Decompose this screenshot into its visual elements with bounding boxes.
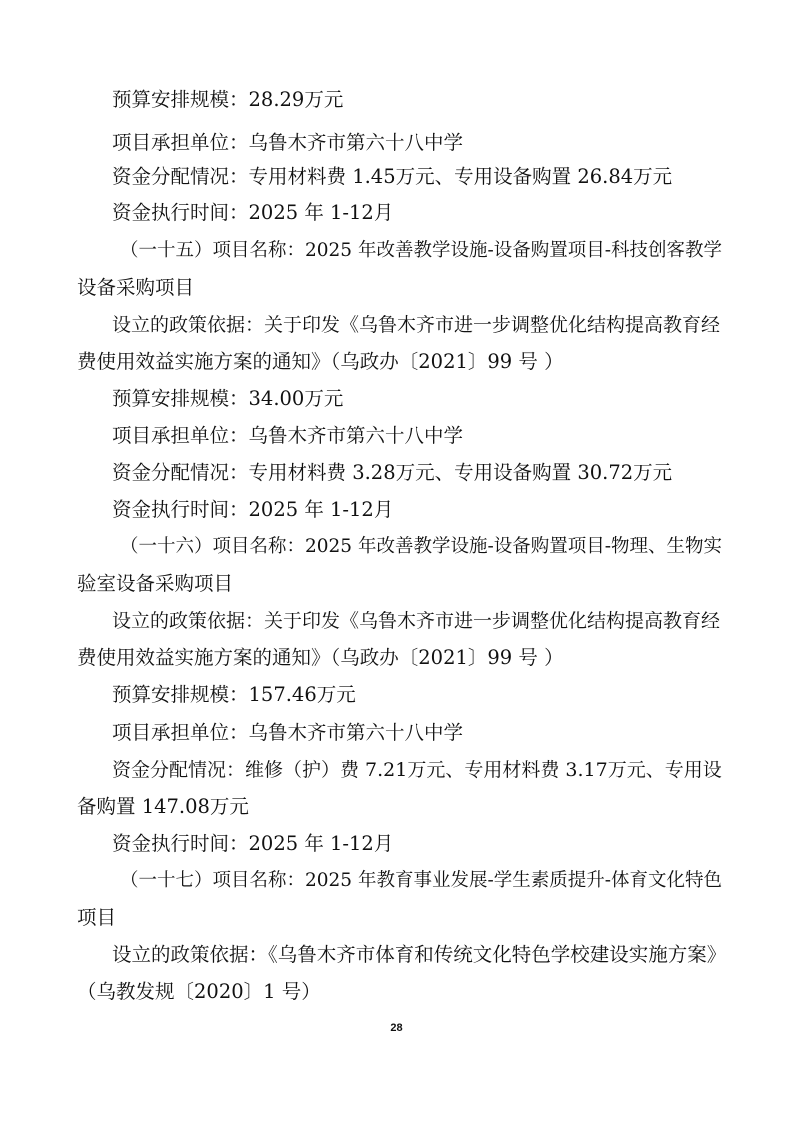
text-line: 资金分配情况：维修（护）费 7.21万元、专用材料费 3.17万元、专用设	[112, 759, 722, 781]
text-line: 费使用效益实施方案的通知》（乌政办〔2021〕99 号 ）	[77, 350, 564, 373]
text-line: 预算安排规模：28.29万元	[112, 88, 344, 111]
text-line: 费使用效益实施方案的通知》（乌政办〔2021〕99 号 ）	[77, 646, 564, 669]
section-heading-17: （一十七）项目名称：2025 年教育事业发展-学生素质提升-体育文化特色	[120, 870, 722, 891]
text-line: 验室设备采购项目	[77, 572, 234, 595]
text-line: 资金执行时间：2025 年 1-12月	[112, 832, 394, 855]
text-line: 项目承担单位：乌鲁木齐市第六十八中学	[112, 721, 464, 744]
text-line: 项目承担单位：乌鲁木齐市第六十八中学	[112, 131, 464, 154]
section-heading-16: （一十六）项目名称：2025 年改善教学设施-设备购置项目-物理、生物实	[120, 536, 722, 557]
text-line: 设立的政策依据：关于印发《乌鲁木齐市进一步调整优化结构提高教育经	[112, 314, 721, 336]
text-line: 项目	[77, 906, 117, 929]
section-heading-15: （一十五）项目名称：2025 年改善教学设施-设备购置项目-科技创客教学	[120, 240, 722, 261]
text-line: 设立的政策依据：关于印发《乌鲁木齐市进一步调整优化结构提高教育经	[112, 610, 721, 632]
text-line: 项目承担单位：乌鲁木齐市第六十八中学	[112, 424, 464, 447]
text-line: （乌教发规〔2020〕1 号）	[77, 980, 321, 1003]
text-line: 预算安排规模：157.46万元	[112, 683, 356, 706]
text-line: 备购置 147.08万元	[77, 795, 249, 818]
text-line: 资金执行时间：2025 年 1-12月	[112, 498, 394, 521]
text-line: 设备采购项目	[77, 276, 195, 299]
text-line: 资金分配情况：专用材料费 3.28万元、专用设备购置 30.72万元	[112, 461, 673, 484]
text-line: 设立的政策依据：《乌鲁木齐市体育和传统文化特色学校建设实施方案》	[112, 943, 727, 966]
page-number: 28	[390, 1022, 403, 1034]
text-line: 预算安排规模：34.00万元	[112, 387, 344, 410]
text-line: 资金执行时间：2025 年 1-12月	[112, 201, 394, 224]
text-line: 资金分配情况：专用材料费 1.45万元、专用设备购置 26.84万元	[112, 165, 673, 188]
